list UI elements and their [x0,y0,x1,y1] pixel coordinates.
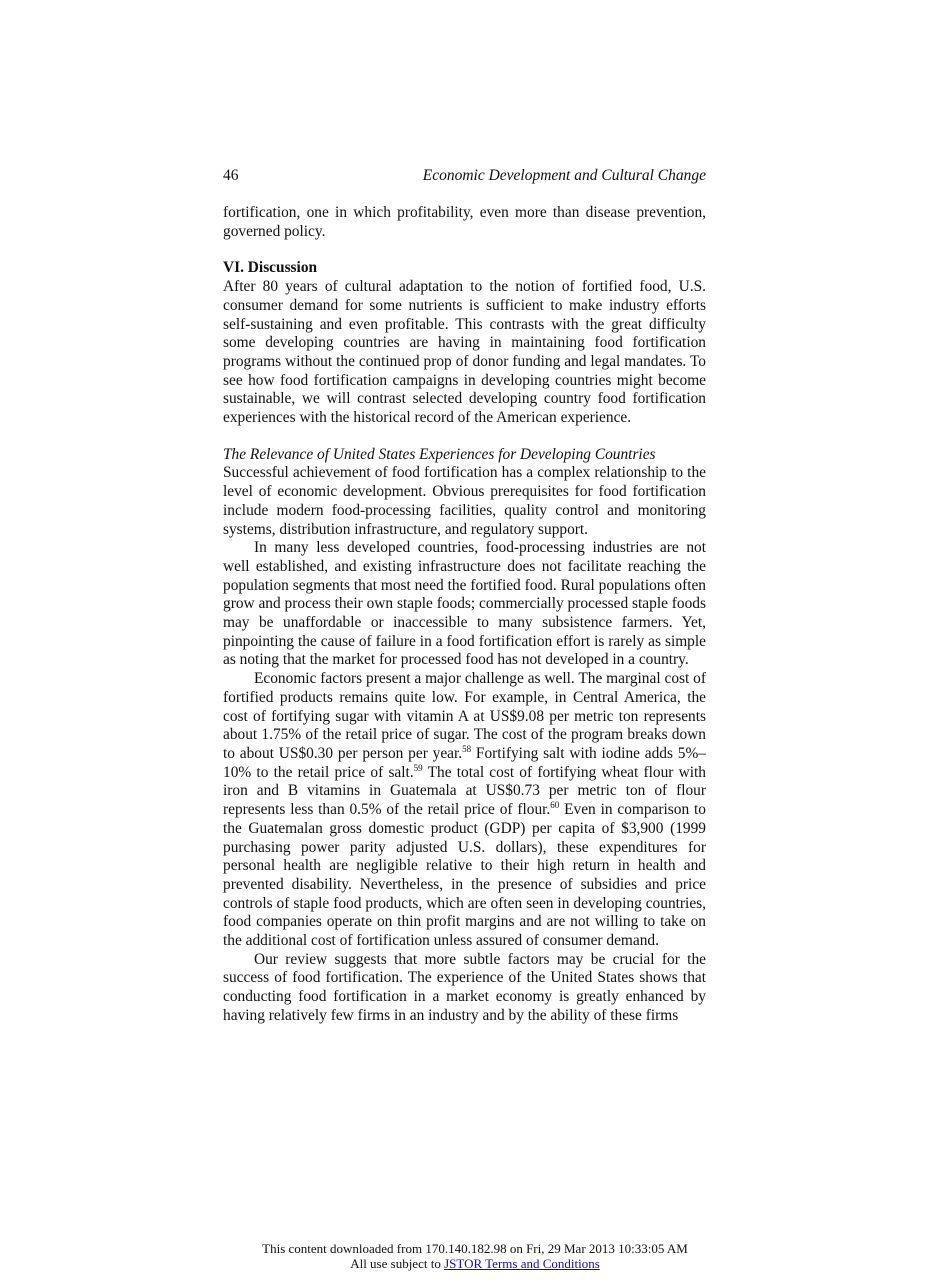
download-notice: This content downloaded from 170.140.182.98 on Fri, 29 Mar 2013 10:33:05 AM [262,1241,688,1256]
relevance-paragraph-1: Successful achievement of food fortification has a complex relationship to the level of economic development. Obvious prerequisites for food fortification include modern food-processing facilities, quality control and monitoring systems, distribution infrastructure, and regulatory support. [223,464,706,538]
article-body [223,204,706,1026]
intro-paragraph: fortification, one in which profitability, even more than disease prevention, governed policy. [223,204,706,240]
page-number: 46 [223,167,239,184]
terms-link[interactable]: JSTOR Terms and Conditions [444,1255,600,1271]
paragraph-3-part-d: Even in comparison to the Guatemalan gross domestic product (GDP) per capita of $3,900 (1999 purchasing power parity adjusted U.S. dollars), these expenditures for personal health are negligible relative to their high return in health and prevented disability. Nevertheless, in the presence of subsidies and price controls of staple food products, which are often seen in developing countries, food companies operate on thin profit margins and are not willing to take on the additional cost of fortification unless assured of consumer demand. [223,801,706,950]
paragraph-3-part-a: Economic factors present a major challenge as well. The marginal cost of fortified products remains quite low. For example, in Central America, the cost of fortifying sugar with vitamin A at US$9.08 per metric ton represents about 1.75% of the retail price of sugar. The cost of the program breaks down to about US$0.30 per person per year. [223,670,706,762]
relevance-paragraph-3 [223,670,706,951]
terms-line [0,1257,950,1272]
download-footer [0,1242,950,1271]
footnote-ref-60: 60 [550,800,560,811]
running-header [223,167,706,189]
paragraph-3-part-b: Fortifying salt with iodine adds 5%–10% to the retail price of salt. [223,744,706,781]
subsection-heading-relevance: The Relevance of United States Experiences for Developing Countries [223,445,656,463]
discussion-paragraph: After 80 years of cultural adaptation to the notion of fortified food, U.S. consumer demand for some nutrients is sufficient to make industry efforts self-sustaining and even profitable. This contrasts with the great difficulty some developing countries are having in maintaining food fortification programs without the continued prop of donor funding and legal mandates. To see how food fortification campaigns in developing countries might become sustainable, we will contrast selected developing country food fortification experiences with the historical record of the American experience. [223,278,706,427]
relevance-paragraph-2: In many less developed countries, food-processing industries are not well established, and existing infrastructure does not facilitate reaching the population segments that most need the fortified food. Rural populations often grow and process their own staple foods; commercially processed staple foods may be unaffordable or inaccessible to many subsistence farmers. Yet, pinpointing the cause of failure in a food fortification effort is rarely as simple as noting that the market for processed food has not developed in a country. [223,539,706,669]
section-heading-discussion: VI. Discussion [223,259,318,277]
footnote-ref-59: 59 [413,762,423,773]
paragraph-3-part-c: The total cost of fortifying wheat flour with iron and B vitamins in Guatemala at US$0.73 per metric ton of flour represents less than 0.5% of the retail price of flour. [223,763,706,819]
footnote-ref-58: 58 [462,743,472,754]
relevance-paragraph-4: Our review suggests that more subtle factors may be crucial for the success of food fortification. The experience of the United States shows that conducting food fortification in a market economy is greatly enhanced by having relatively few firms in an industry and by the ability of these firms [223,950,706,1024]
terms-prefix: All use subject to [350,1255,445,1271]
journal-title: Economic Development and Cultural Change [422,167,706,184]
